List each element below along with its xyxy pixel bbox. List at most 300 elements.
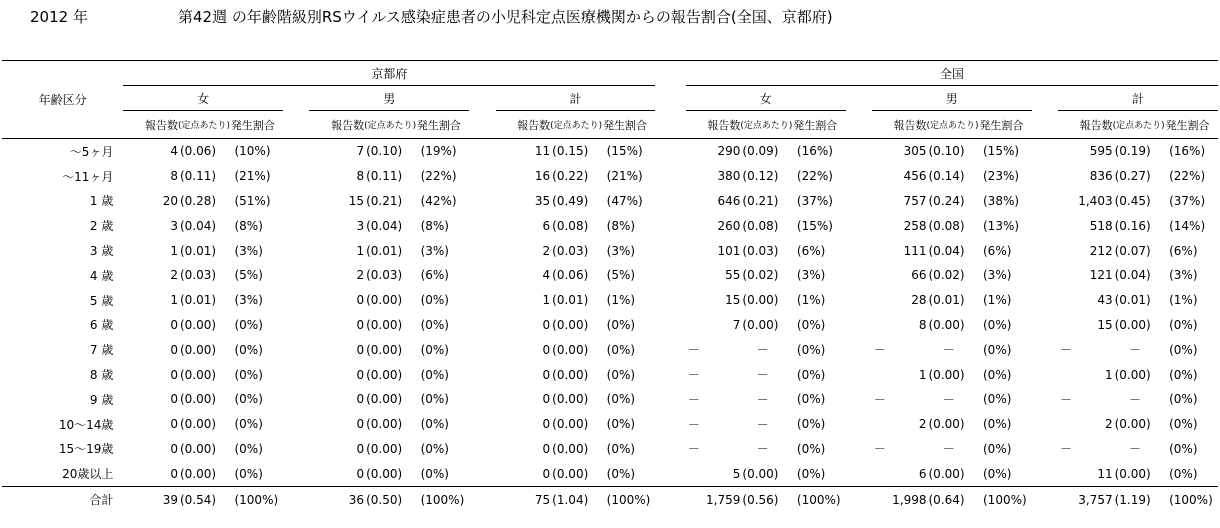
col-gap bbox=[1032, 487, 1058, 513]
count-cell: 2 bbox=[918, 417, 927, 432]
count-cell: － bbox=[687, 417, 700, 432]
age-label: ～5ヶ月 bbox=[69, 144, 114, 159]
rate-cell: (6%) bbox=[983, 243, 1012, 258]
age-label: 合計 bbox=[2, 487, 123, 513]
per-site-cell: (0.12) bbox=[742, 169, 779, 184]
rate-cell: (0%) bbox=[1169, 342, 1198, 357]
col-gap bbox=[1032, 213, 1058, 238]
col-gap bbox=[283, 487, 309, 513]
col-gap bbox=[1032, 337, 1058, 362]
sex-header: 男 bbox=[872, 86, 1032, 111]
sub-header-rate: 発生割合 bbox=[1157, 111, 1218, 139]
col-gap bbox=[846, 461, 872, 486]
count-cell: 0 bbox=[542, 417, 551, 432]
per-site-cell: (0.01) bbox=[928, 293, 965, 308]
sub-header-rate: 発生割合 bbox=[595, 111, 656, 139]
per-site-cell: (0.00) bbox=[742, 317, 779, 332]
rate-cell: (0%) bbox=[983, 367, 1012, 382]
sub-header-rate: 発生割合 bbox=[785, 111, 846, 139]
rate-cell: (0%) bbox=[796, 367, 826, 382]
rate-cell: (3%) bbox=[1169, 268, 1198, 283]
count-cell: 15 bbox=[348, 193, 365, 208]
per-site-cell: － bbox=[1128, 442, 1141, 457]
count-cell: 0 bbox=[356, 392, 365, 407]
rate-cell: (100%) bbox=[409, 487, 470, 513]
per-site-cell: (0.00) bbox=[366, 441, 403, 456]
per-site-cell: (0.00) bbox=[552, 367, 589, 382]
count-cell: 28 bbox=[911, 293, 927, 308]
rate-cell: (100%) bbox=[971, 487, 1032, 513]
col-gap bbox=[655, 387, 685, 412]
per-site-cell: － bbox=[942, 392, 955, 407]
col-gap bbox=[846, 337, 872, 362]
rate-cell: (0%) bbox=[796, 317, 826, 332]
per-site-cell: (0.04) bbox=[366, 218, 403, 233]
col-gap bbox=[1032, 86, 1058, 111]
per-site-cell: － bbox=[756, 417, 769, 432]
col-gap bbox=[846, 288, 872, 313]
per-site-cell: (0.01) bbox=[179, 243, 217, 258]
count-cell: 4 bbox=[542, 268, 551, 283]
rate-cell: (15%) bbox=[606, 144, 643, 159]
per-site-cell: (0.00) bbox=[1114, 367, 1151, 382]
per-site-cell: (0.00) bbox=[552, 317, 589, 332]
per-site-cell: (0.56) bbox=[740, 487, 785, 513]
count-cell: 0 bbox=[542, 441, 551, 456]
col-gap bbox=[283, 86, 309, 111]
col-gap bbox=[469, 387, 495, 412]
per-site-cell: － bbox=[942, 343, 955, 358]
col-gap bbox=[846, 111, 872, 139]
count-cell: 0 bbox=[542, 342, 551, 357]
per-site-cell: (0.00) bbox=[179, 441, 217, 456]
rate-cell: (100%) bbox=[595, 487, 656, 513]
count-cell: 260 bbox=[717, 218, 741, 233]
count-cell: 39 bbox=[123, 487, 178, 513]
col-gap bbox=[846, 437, 872, 462]
table-row bbox=[2, 313, 1218, 338]
rate-cell: (0%) bbox=[420, 417, 449, 432]
col-gap bbox=[1032, 437, 1058, 462]
count-cell: － bbox=[687, 442, 700, 457]
count-cell: 6 bbox=[918, 466, 927, 481]
col-gap bbox=[846, 164, 872, 189]
per-site-cell: (0.02) bbox=[742, 268, 779, 283]
per-site-cell: (0.00) bbox=[179, 342, 217, 357]
rate-cell: (3%) bbox=[983, 268, 1012, 283]
col-gap bbox=[469, 487, 495, 513]
col-gap bbox=[283, 238, 309, 263]
col-gap bbox=[1032, 189, 1058, 214]
col-gap bbox=[655, 337, 685, 362]
rate-cell: (51%) bbox=[234, 193, 271, 208]
col-gap bbox=[469, 362, 495, 387]
count-cell: 305 bbox=[903, 144, 927, 159]
per-site-cell: (0.00) bbox=[179, 466, 217, 481]
count-cell: 1,759 bbox=[686, 487, 741, 513]
count-cell: 55 bbox=[725, 268, 741, 283]
col-gap bbox=[1032, 313, 1058, 338]
table-row bbox=[2, 164, 1218, 189]
count-cell: 258 bbox=[903, 218, 927, 233]
col-gap bbox=[469, 288, 495, 313]
age-label: 4 歳 bbox=[89, 268, 114, 283]
count-cell: － bbox=[687, 368, 700, 383]
col-gap bbox=[655, 313, 685, 338]
rate-cell: (15%) bbox=[796, 218, 833, 233]
count-cell: 2 bbox=[356, 268, 365, 283]
count-cell: 0 bbox=[542, 466, 551, 481]
count-cell: 380 bbox=[717, 169, 741, 184]
rate-cell: (0%) bbox=[796, 417, 826, 432]
rate-cell: (5%) bbox=[234, 268, 263, 283]
rate-cell: (16%) bbox=[1169, 144, 1206, 159]
rate-cell: (8%) bbox=[234, 218, 263, 233]
col-gap bbox=[469, 461, 495, 486]
per-site-cell: (0.00) bbox=[742, 293, 779, 308]
col-gap bbox=[846, 362, 872, 387]
per-site-cell: (0.45) bbox=[1114, 193, 1151, 208]
rs-virus-age-table bbox=[2, 60, 1218, 512]
rate-cell: (3%) bbox=[420, 243, 449, 258]
count-cell: 43 bbox=[1097, 293, 1113, 308]
age-label: 5 歳 bbox=[89, 293, 114, 308]
count-cell: 4 bbox=[170, 144, 178, 159]
rate-cell: (0%) bbox=[983, 342, 1012, 357]
count-cell: 1 bbox=[542, 293, 551, 308]
sub-header-rate: 発生割合 bbox=[222, 111, 283, 139]
per-site-cell: (0.00) bbox=[366, 466, 403, 481]
per-site-cell: (0.01) bbox=[552, 293, 589, 308]
rate-cell: (8%) bbox=[420, 218, 449, 233]
per-site-cell: (0.00) bbox=[366, 392, 403, 407]
col-gap bbox=[283, 412, 309, 437]
rate-cell: (13%) bbox=[983, 218, 1020, 233]
per-site-cell: (0.00) bbox=[179, 367, 217, 382]
rate-cell: (0%) bbox=[234, 317, 263, 332]
per-site-cell: (0.08) bbox=[552, 218, 589, 233]
sub-header-per-site: (定点あたり) bbox=[364, 111, 409, 139]
count-cell: 757 bbox=[903, 193, 927, 208]
rate-cell: (37%) bbox=[1169, 193, 1206, 208]
rate-cell: (3%) bbox=[234, 293, 263, 308]
count-cell: 11 bbox=[1097, 466, 1113, 481]
col-gap bbox=[469, 412, 495, 437]
per-site-cell: (0.09) bbox=[742, 144, 779, 159]
rate-cell: (0%) bbox=[1169, 466, 1198, 481]
col-gap bbox=[283, 111, 309, 139]
per-site-cell: (0.00) bbox=[552, 466, 589, 481]
per-site-cell: (0.08) bbox=[742, 218, 779, 233]
per-site-cell: (0.06) bbox=[179, 144, 217, 159]
sub-header-count: 報告数 bbox=[123, 111, 178, 139]
count-cell: 2 bbox=[542, 243, 551, 258]
rate-cell: (0%) bbox=[796, 466, 826, 481]
per-site-cell: (0.06) bbox=[552, 268, 589, 283]
col-gap bbox=[283, 387, 309, 412]
sub-header-per-site: (定点あたり) bbox=[178, 111, 223, 139]
count-cell: 8 bbox=[356, 169, 365, 184]
per-site-cell: (0.00) bbox=[1114, 466, 1151, 481]
col-gap bbox=[283, 362, 309, 387]
count-cell: 11 bbox=[534, 144, 551, 159]
rate-cell: (0%) bbox=[983, 392, 1012, 407]
rate-cell: (3%) bbox=[234, 243, 263, 258]
table-row bbox=[2, 387, 1218, 412]
count-cell: 7 bbox=[732, 317, 741, 332]
per-site-cell: (0.00) bbox=[928, 317, 965, 332]
sex-header: 計 bbox=[1058, 86, 1218, 111]
per-site-cell: (1.19) bbox=[1113, 487, 1158, 513]
count-cell: － bbox=[873, 442, 886, 457]
rate-cell: (6%) bbox=[420, 268, 449, 283]
count-cell: 0 bbox=[542, 367, 551, 382]
header-row-sex bbox=[2, 86, 1218, 111]
rate-cell: (0%) bbox=[796, 342, 826, 357]
rate-cell: (21%) bbox=[606, 169, 643, 184]
col-gap bbox=[655, 189, 685, 214]
per-site-cell: (0.03) bbox=[552, 243, 589, 258]
per-site-cell: (0.16) bbox=[1114, 218, 1151, 233]
rate-cell: (0%) bbox=[606, 317, 636, 332]
rate-cell: (6%) bbox=[796, 243, 826, 258]
rate-cell: (22%) bbox=[420, 169, 457, 184]
per-site-cell: (0.27) bbox=[1114, 169, 1151, 184]
rate-cell: (0%) bbox=[796, 441, 826, 456]
rate-cell: (0%) bbox=[606, 441, 636, 456]
per-site-cell: (0.00) bbox=[179, 392, 217, 407]
count-cell: 20 bbox=[162, 193, 178, 208]
rate-cell: (5%) bbox=[606, 268, 636, 283]
count-cell: 1,403 bbox=[1078, 193, 1113, 208]
per-site-cell: (0.64) bbox=[927, 487, 972, 513]
per-site-cell: (0.00) bbox=[742, 466, 779, 481]
per-site-cell: (0.01) bbox=[366, 243, 403, 258]
rate-cell: (42%) bbox=[420, 193, 457, 208]
count-cell: 8 bbox=[170, 169, 178, 184]
count-cell: 1,998 bbox=[872, 487, 927, 513]
age-label: 6 歳 bbox=[89, 318, 114, 333]
col-gap bbox=[846, 412, 872, 437]
count-cell: 0 bbox=[170, 441, 178, 456]
col-gap bbox=[655, 362, 685, 387]
per-site-cell: (0.21) bbox=[742, 193, 779, 208]
col-gap bbox=[283, 263, 309, 288]
count-cell: 0 bbox=[170, 367, 178, 382]
rate-cell: (0%) bbox=[606, 466, 636, 481]
col-gap bbox=[1032, 139, 1058, 164]
per-site-cell: (0.00) bbox=[552, 342, 589, 357]
rate-cell: (100%) bbox=[1157, 487, 1218, 513]
col-gap bbox=[469, 263, 495, 288]
count-cell: 36 bbox=[309, 487, 364, 513]
count-cell: 456 bbox=[903, 169, 927, 184]
rate-cell: (0%) bbox=[1169, 441, 1198, 456]
col-gap bbox=[1032, 164, 1058, 189]
col-gap bbox=[469, 164, 495, 189]
count-cell: 121 bbox=[1089, 268, 1113, 283]
report-year: 2012 年 bbox=[30, 8, 88, 26]
rate-cell: (0%) bbox=[983, 417, 1012, 432]
per-site-cell: (0.54) bbox=[178, 487, 223, 513]
count-cell: 1 bbox=[1104, 367, 1113, 382]
count-cell: 16 bbox=[534, 169, 551, 184]
rate-cell: (1%) bbox=[1169, 293, 1198, 308]
rate-cell: (10%) bbox=[234, 144, 271, 159]
per-site-cell: (0.00) bbox=[366, 417, 403, 432]
count-cell: 0 bbox=[170, 317, 178, 332]
count-cell: 0 bbox=[542, 392, 551, 407]
per-site-cell: (0.00) bbox=[179, 317, 217, 332]
region-header-zenkoku: 全国 bbox=[686, 61, 1218, 86]
sub-header-count: 報告数 bbox=[686, 111, 741, 139]
sex-header: 計 bbox=[496, 86, 656, 111]
region-gap bbox=[655, 61, 685, 86]
count-cell: 836 bbox=[1089, 169, 1113, 184]
per-site-cell: (0.14) bbox=[928, 169, 965, 184]
col-gap bbox=[469, 313, 495, 338]
rate-cell: (0%) bbox=[420, 342, 449, 357]
age-label: 3 歳 bbox=[89, 244, 114, 259]
per-site-cell: (0.03) bbox=[366, 268, 403, 283]
count-cell: 595 bbox=[1089, 144, 1113, 159]
sub-header-per-site: (定点あたり) bbox=[1113, 111, 1158, 139]
col-gap bbox=[846, 313, 872, 338]
table-row bbox=[2, 213, 1218, 238]
rate-cell: (23%) bbox=[983, 169, 1020, 184]
age-label: 8 歳 bbox=[89, 368, 114, 383]
rate-cell: (1%) bbox=[606, 293, 636, 308]
count-cell: 1 bbox=[170, 293, 178, 308]
table-row bbox=[2, 189, 1218, 214]
col-gap bbox=[655, 86, 685, 111]
per-site-cell: (0.10) bbox=[928, 144, 965, 159]
sub-header-count: 報告数 bbox=[1058, 111, 1113, 139]
rate-cell: (3%) bbox=[796, 268, 826, 283]
count-cell: 0 bbox=[170, 466, 178, 481]
per-site-cell: (0.00) bbox=[366, 367, 403, 382]
per-site-cell: (0.21) bbox=[366, 193, 403, 208]
rate-cell: (0%) bbox=[1169, 317, 1198, 332]
rate-cell: (19%) bbox=[420, 144, 457, 159]
count-cell: 0 bbox=[356, 417, 365, 432]
count-cell: 3 bbox=[356, 218, 365, 233]
rate-cell: (16%) bbox=[796, 144, 833, 159]
age-column-header: 年齢区分 bbox=[2, 61, 123, 139]
col-gap bbox=[283, 164, 309, 189]
count-cell: 0 bbox=[170, 392, 178, 407]
per-site-cell: (0.00) bbox=[1114, 317, 1151, 332]
col-gap bbox=[655, 111, 685, 139]
col-gap bbox=[846, 263, 872, 288]
col-gap bbox=[469, 139, 495, 164]
age-label: 9 歳 bbox=[89, 392, 114, 407]
sub-header-per-site: (定点あたり) bbox=[740, 111, 785, 139]
per-site-cell: － bbox=[1128, 343, 1141, 358]
per-site-cell: (0.03) bbox=[179, 268, 217, 283]
per-site-cell: (0.00) bbox=[366, 317, 403, 332]
col-gap bbox=[655, 139, 685, 164]
age-label: 1 歳 bbox=[89, 194, 114, 209]
age-label: 20歳以上 bbox=[62, 467, 114, 482]
count-cell: － bbox=[1059, 343, 1072, 358]
col-gap bbox=[469, 337, 495, 362]
per-site-cell: (1.04) bbox=[550, 487, 595, 513]
col-gap bbox=[1032, 238, 1058, 263]
col-gap bbox=[1032, 111, 1058, 139]
count-cell: 1 bbox=[918, 367, 927, 382]
col-gap bbox=[655, 238, 685, 263]
col-gap bbox=[655, 412, 685, 437]
per-site-cell: (0.24) bbox=[928, 193, 965, 208]
count-cell: 111 bbox=[903, 243, 927, 258]
col-gap bbox=[846, 189, 872, 214]
total-row bbox=[2, 487, 1218, 513]
count-cell: 3,757 bbox=[1058, 487, 1113, 513]
count-cell: 15 bbox=[1097, 317, 1113, 332]
rate-cell: (8%) bbox=[606, 218, 636, 233]
table-row bbox=[2, 288, 1218, 313]
per-site-cell: － bbox=[1128, 392, 1141, 407]
col-gap bbox=[655, 487, 685, 513]
rate-cell: (100%) bbox=[222, 487, 283, 513]
per-site-cell: (0.50) bbox=[364, 487, 409, 513]
col-gap bbox=[655, 288, 685, 313]
count-cell: 0 bbox=[356, 466, 365, 481]
rate-cell: (6%) bbox=[1169, 243, 1198, 258]
rate-cell: (0%) bbox=[606, 392, 636, 407]
rate-cell: (0%) bbox=[1169, 417, 1198, 432]
per-site-cell: (0.11) bbox=[179, 169, 217, 184]
table-row bbox=[2, 337, 1218, 362]
col-gap bbox=[846, 238, 872, 263]
count-cell: 1 bbox=[356, 243, 365, 258]
count-cell: 0 bbox=[356, 317, 365, 332]
rate-cell: (0%) bbox=[234, 441, 263, 456]
count-cell: 646 bbox=[717, 193, 741, 208]
sub-header-per-site: (定点あたり) bbox=[550, 111, 595, 139]
count-cell: 6 bbox=[542, 218, 551, 233]
rate-cell: (0%) bbox=[983, 317, 1012, 332]
count-cell: 0 bbox=[356, 342, 365, 357]
count-cell: 0 bbox=[542, 317, 551, 332]
per-site-cell: － bbox=[756, 392, 769, 407]
rate-cell: (38%) bbox=[983, 193, 1020, 208]
count-cell: 0 bbox=[170, 417, 178, 432]
per-site-cell: (0.19) bbox=[1114, 144, 1151, 159]
count-cell: 290 bbox=[717, 144, 741, 159]
rate-cell: (0%) bbox=[420, 317, 449, 332]
per-site-cell: (0.11) bbox=[366, 169, 403, 184]
age-label: 7 歳 bbox=[89, 343, 114, 358]
per-site-cell: (0.00) bbox=[928, 367, 965, 382]
rate-cell: (0%) bbox=[420, 466, 449, 481]
per-site-cell: (0.10) bbox=[366, 144, 403, 159]
col-gap bbox=[655, 437, 685, 462]
per-site-cell: (0.00) bbox=[928, 417, 965, 432]
count-cell: 2 bbox=[1104, 417, 1113, 432]
col-gap bbox=[469, 86, 495, 111]
col-gap bbox=[283, 461, 309, 486]
sub-header-per-site: (定点あたり) bbox=[927, 111, 972, 139]
rate-cell: (0%) bbox=[234, 367, 263, 382]
count-cell: 8 bbox=[918, 317, 927, 332]
rate-cell: (0%) bbox=[983, 441, 1012, 456]
count-cell: 518 bbox=[1089, 218, 1113, 233]
count-cell: 2 bbox=[170, 268, 178, 283]
per-site-cell: (0.00) bbox=[366, 342, 403, 357]
rate-cell: (37%) bbox=[796, 193, 833, 208]
